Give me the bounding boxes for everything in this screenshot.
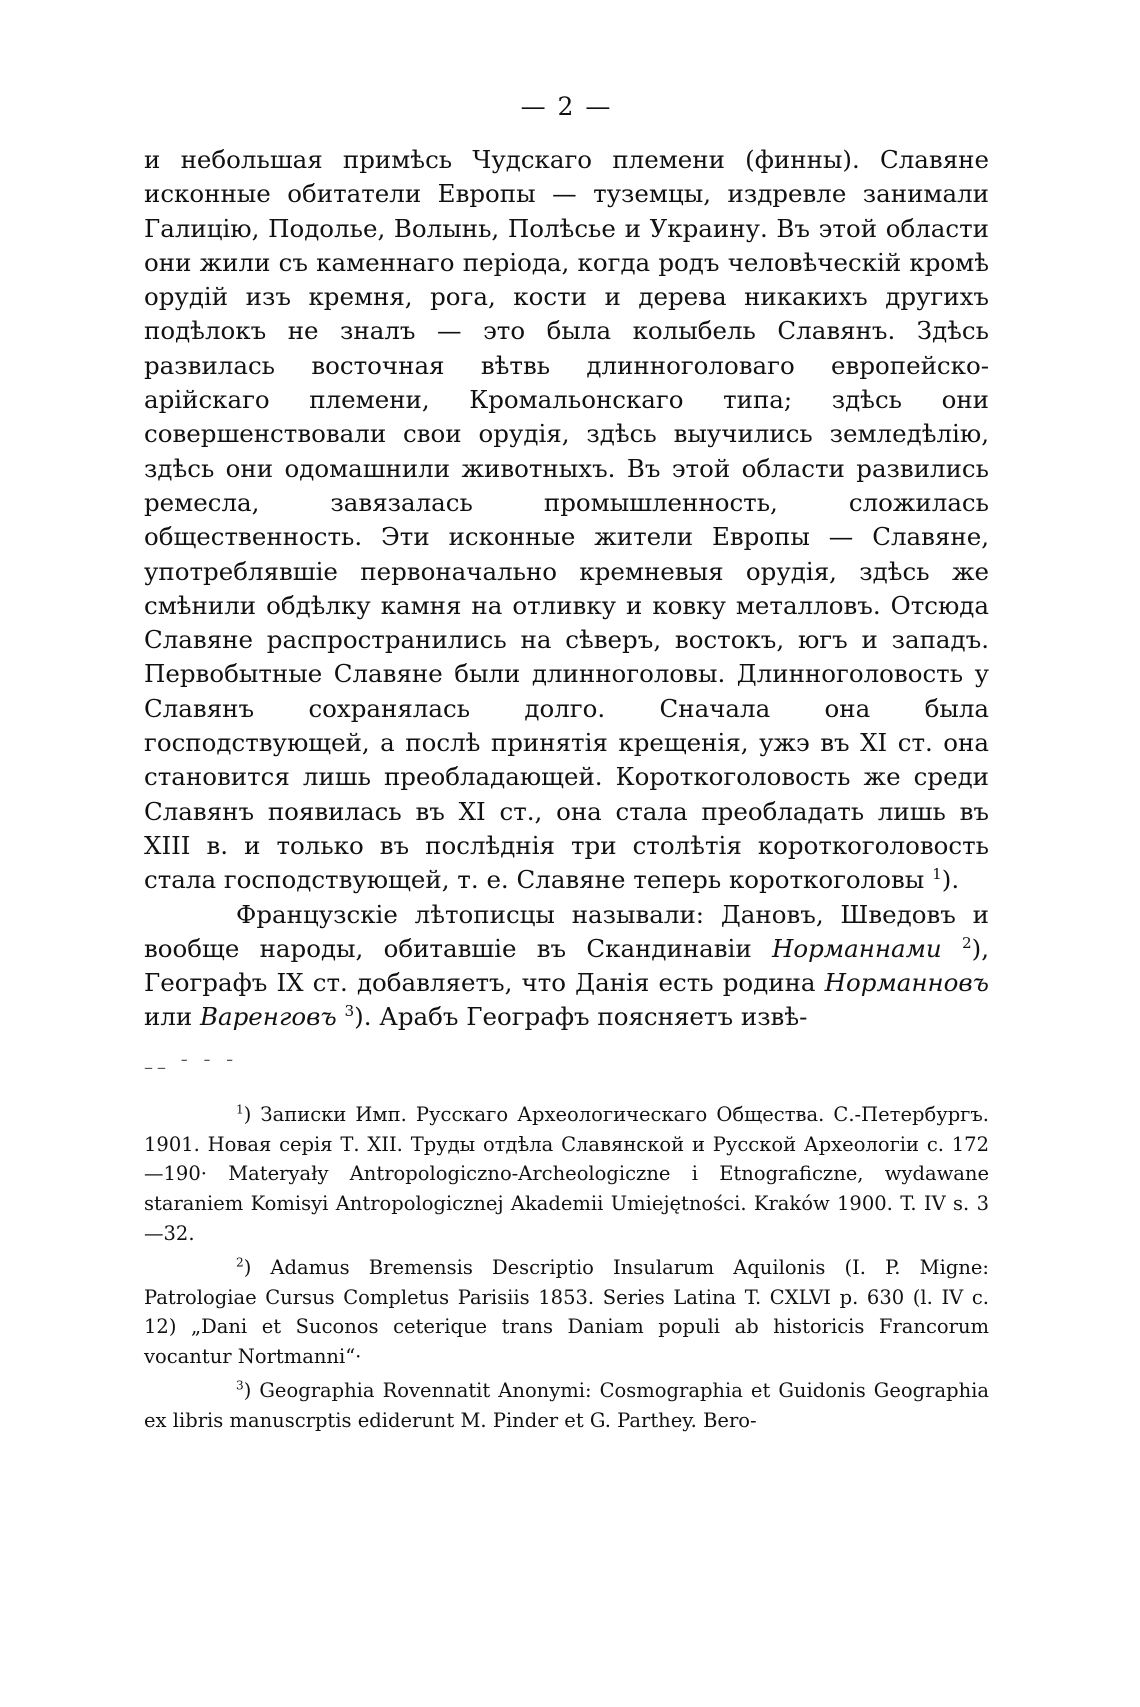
paragraph-1-end: ). [941,865,960,895]
paragraph-2-part-3: или [144,1002,201,1032]
paragraph-2-part-1: Французскіе лѣтописцы называли: Дановъ, Шведовъ и вообще народы, обитавшіе въ Скандинавіи [144,899,989,963]
footnote-2-text: ) Adamus Bremensis Descriptio Insularum Aquilonis (I. P. Migne: Patrologiae Cursus Completus Parisiis 1853. Series Latina T. CXLVI p. 630 (l. IV c. 12) „Dani et Suconos ceterique trans Daniam populi ab historicis Francorum vocantur Nortmanni“· [144,1255,989,1369]
page-number: — 2 — [520,92,613,121]
footnote-marker-1: 1 [236,1102,244,1117]
main-text [144,143,989,1035]
paragraph-1 [144,143,989,898]
footnote-ref-2: 2 [961,933,972,952]
book-page [144,92,989,1439]
footnote-2 [144,1253,989,1372]
footnote-marker-2: 2 [236,1255,244,1270]
paragraph-2-part-2: ), Географъ IX ст. добавляетъ, что Данія есть родина [144,933,989,998]
italic-varengov: Варенговъ [200,1002,337,1032]
footnote-3-text: ) Geographia Rovennatit Anonymi: Cosmographia et Guidonis Geographia ex libris manuscrptis ediderunt M. Pinder et G. Parthey. Bero- [144,1378,989,1432]
italic-normannov: Норманновъ [824,968,989,998]
footnote-ref-1: 1 [932,865,942,884]
footnote-3 [144,1376,989,1436]
footnote-1 [144,1100,989,1249]
footnotes [144,1100,989,1436]
paragraph-1-text: и небольшая примѣсь Чудскаго племени (финны). Славяне исконные обитатели Европы — туземцы, издревле занимали Галицію, Подолье, Волынь, Полѣсье и Украину. Въ этой области они жили съ каменнаго періода, когда родъ человѣческій кромѣ орудій изъ кремня, рога, кости и дерева никакихъ другихъ подѣлокъ не зналъ — это была колыбель Славянъ. Здѣсь развилась восточная вѣтвь длинноголоваго европейско-арійскаго племени, Кромальонскаго типа; здѣсь они совершенствовали свои орудія, здѣсь выучились земледѣлію, здѣсь они одомашнили животныхъ. Въ этой области развились ремесла, завязалась промышленность, сложилась общественность. Эти исконные жители Европы — Славяне, употреблявшіе первоначально кремневыя орудія, здѣсь же смѣнили обдѣлку камня на отливку и ковку металловъ. Отсюда Славяне распространились на сѣверъ, востокъ, югъ и западъ. Первобытные Славяне были длинноголовы. Длинноголовость у Славянъ сохранялась долго. Сначала она была господствующей, а послѣ принятія крещенія, ужэ въ XI ст. она становится лишь преобладающей. Короткоголовость же среди Славянъ появилась въ XI ст., она стала преобладать лишь въ XIII в. и только въ послѣднія три столѣтія короткоголовость стала господствующей, т. е. Славяне теперь короткоголовы [144,145,989,895]
footnote-1-text: ) Записки Имп. Русскаго Археологическаго Общества. С.-Петербургъ. 1901. Новая серія Т. XII. Труды отдѣла Славянской и Русской Археологіи с. 172—190· Materyały Antropologiczno-Archeologiczne i Etnograficzne, wydawane staraniem Komisyi Antropologicznej Akademii Umiejętności. Kraków 1900. T. IV s. 3—32. [144,1102,989,1245]
footnote-ref-3: 3 [344,1002,355,1021]
paragraph-2-part-4: ). Арабъ Географъ поясняетъ извѣ- [354,1002,808,1032]
footnote-marker-3: 3 [236,1378,244,1393]
italic-normans: Норманнами [771,933,942,963]
paragraph-2 [144,898,989,1035]
footnote-separator: –– ˉ ˉ ˉ [144,1056,239,1078]
